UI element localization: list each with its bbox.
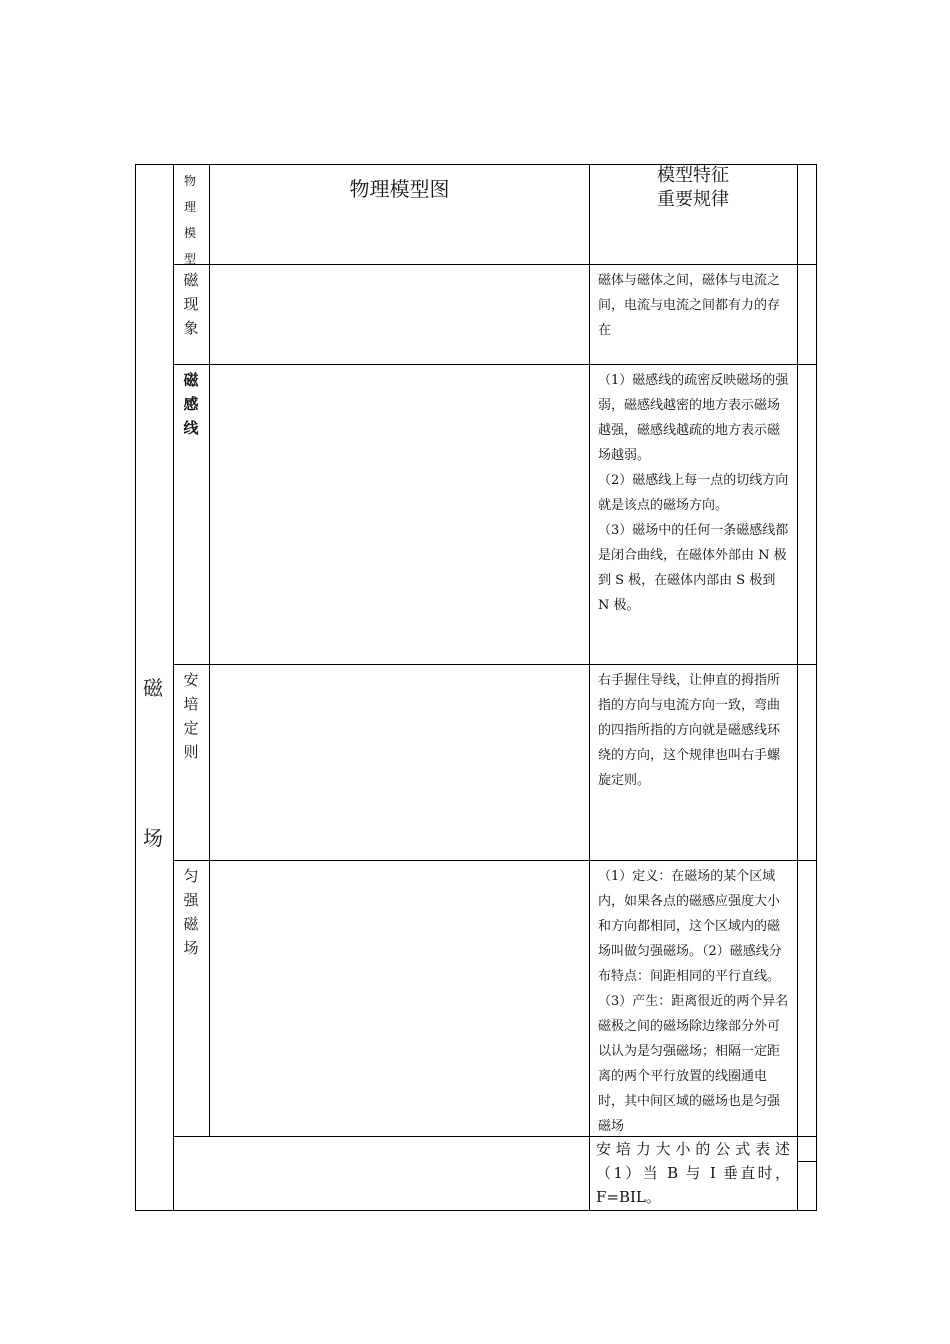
header-model-features: 模型特征 重要规律 (657, 165, 729, 210)
row-label-uniform-field: 匀 强 磁 场 (183, 867, 199, 957)
header-physical-model-label: 物 理 模 型 (183, 174, 196, 266)
side-label-bottom: 场 (143, 826, 163, 850)
grid-line (816, 164, 817, 1211)
grid-line (173, 364, 817, 365)
row-label-magnetic-field-lines: 磁 感 线 (183, 371, 199, 437)
grid-line (209, 164, 210, 1137)
row-desc-ampere-rule: 右手握住导线，让伸直的拇指所指的方向与电流方向一致，弯曲的四指所指的方向就是磁感线环绕的方向，这个规律也叫右手螺旋定则。 (598, 673, 781, 788)
grid-line (135, 1210, 817, 1211)
row-label-magnetic-phenomena: 磁 现 象 (183, 271, 199, 337)
row-desc-uniform-field: （1）定义：在磁场的某个区域内，如果各点的磁感应强度大小和方向都相同，这个区域内的磁场叫做匀强磁场。（2）磁感线分布特点：间距相同的平行直线。（3）产生：距离很近的两个异名磁极之间的磁场除边缘部分外可以认为是匀强磁场；相隔一定距离的两个平行放置的线圈通电时，其中间区域的磁场也是匀强磁场 (598, 869, 789, 1134)
grid-line (173, 264, 817, 265)
grid-line (797, 1161, 817, 1162)
header-model-diagram: 物理模型图 (349, 177, 450, 201)
grid-line (589, 164, 590, 1211)
row-label-ampere-rule: 安 培 定 则 (183, 671, 199, 761)
grid-line (135, 164, 136, 1211)
side-label-top: 磁 (143, 676, 163, 700)
grid-line (173, 164, 174, 1211)
row-desc-magnetic-phenomena: 磁体与磁体之间，磁体与电流之间，电流与电流之间都有力的存在 (598, 273, 781, 338)
grid-line (173, 664, 817, 665)
row-desc-magnetic-field-lines: （1）磁感线的疏密反映磁场的强弱，磁感线越密的地方表示磁场越强，磁感线越疏的地方表示磁场越弱。 （2）磁感线上每一点的切线方向就是该点的磁场方向。 （3）磁场中的任何一条磁感线都是闭合曲线，在磁体外部由 N 极到 S 极，在磁体内部由 S 极到 N 极。 (598, 373, 789, 613)
bottom-ampere-force-formula: 安培力大小的公式表述 （1）当 B 与 I 垂直时， F=BIL。 (596, 1140, 790, 1206)
grid-line (797, 164, 798, 1211)
grid-line (173, 860, 817, 861)
